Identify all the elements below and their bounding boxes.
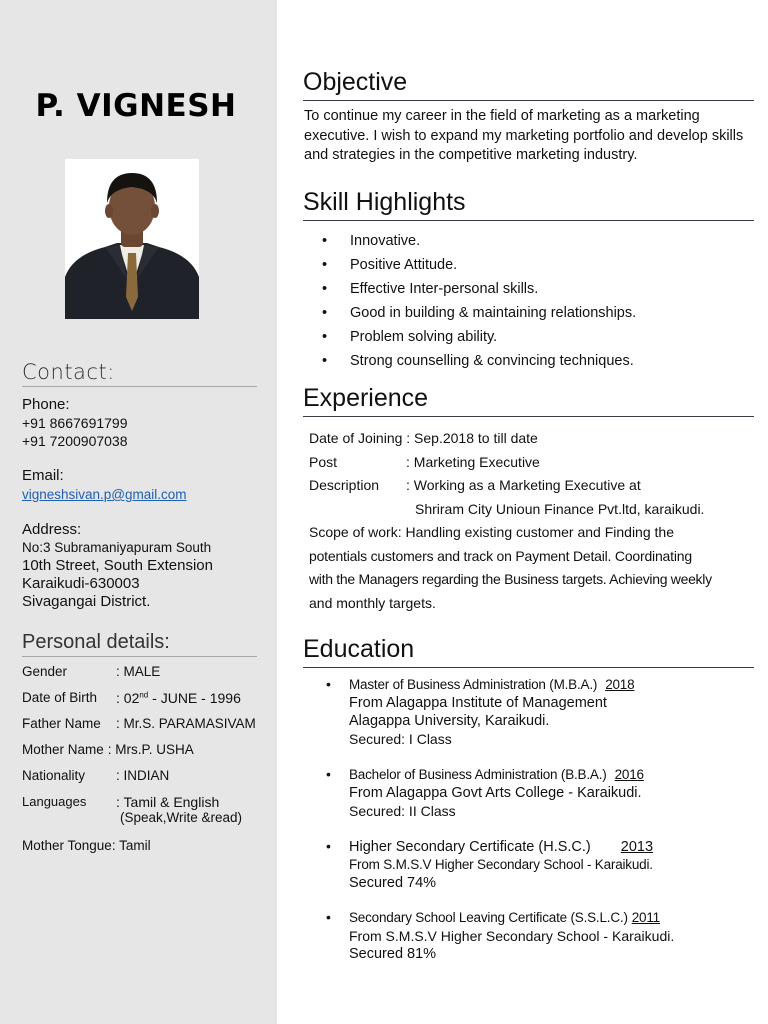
experience-details [309,430,749,618]
father-row [22,716,272,742]
post-row [309,454,749,478]
contact-heading: Contact: [22,360,257,387]
education-institute: From Alagappa Govt Arts College - Karaikudi. [349,785,642,801]
dob-suffix-ordinal: nd [139,690,149,700]
experience-heading: Experience [303,384,754,417]
mother-row [22,742,272,768]
father-label: Father Name [22,716,101,731]
objective-line-1: To continue my career in the field of marketing as a marketing [304,108,700,124]
languages-label: Languages [22,794,87,809]
objective-heading: Objective [303,68,754,101]
education-result: Secured 74% [349,875,437,891]
address-line-4: Sivagangai District. [22,593,151,610]
phone-number-1: +91 8667691799 [22,415,128,431]
email-label: Email: [22,467,64,484]
degree-year: 2013 [620,839,654,855]
education-degree [349,676,746,694]
degree-year: 2011 [631,910,660,925]
dob-value [116,690,241,706]
education-item [326,766,746,838]
education-institute: From S.M.S.V Higher Secondary School - Karaikudi. [349,928,675,944]
mother-label: Mother Name [22,742,104,757]
mother-value: : Mrs.P. USHA [107,742,194,757]
education-degree [349,909,746,927]
education-list [326,676,746,963]
scope-line-2: potentials customers and track on Payment Detail. Coordinating [309,547,692,564]
dob-label: Date of Birth [22,690,98,705]
education-institute: From S.M.S.V Higher Secondary School - Karaikudi. [349,857,653,872]
degree-name: Secondary School Leaving Certificate (S.S.L.C.) [349,910,628,925]
dob-month-year: - JUNE - 1996 [148,690,241,706]
nationality-row [22,768,272,794]
father-value: : Mr.S. PARAMASIVAM [116,716,256,731]
education-result: Secured: II Class [349,803,456,819]
email-block [22,467,187,504]
education-institute: From Alagappa Institute of Management [349,695,607,711]
phone-block [22,396,128,450]
education-item [326,909,746,963]
nationality-label: Nationality [22,768,86,783]
skill-item: • Good in building & maintaining relationships. [322,305,636,329]
nationality-value: : INDIAN [116,768,170,783]
objective-line-2: executive. I wish to expand my marketing portfolio and develop skills [304,127,744,144]
languages-row [22,794,272,838]
skill-item: • Effective Inter-personal skills. [322,281,636,305]
address-line-1: No:3 Subramaniyapuram South [22,540,212,555]
description-value-2: Shriram City Unioun Finance Pvt.ltd, karaikudi. [415,500,705,517]
email-link[interactable]: vigneshsivan.p@gmail.com [22,487,187,502]
gender-label: Gender [22,664,68,679]
description-value: : Working as a Marketing Executive at [406,477,641,493]
education-degree [349,838,746,856]
skill-item: • Positive Attitude. [322,257,636,281]
languages-value: : Tamil & English [116,794,220,810]
description-label: Description [309,477,380,493]
address-block [22,521,213,611]
degree-name: Higher Secondary Certificate (H.S.C.) [349,839,591,855]
dob-day: : 02 [116,690,140,706]
skills-list [322,233,636,377]
mother-tongue-row [22,838,272,864]
scope-line-3: with the Managers regarding the Business targets. Achieving weekly [309,571,712,587]
sidebar [0,0,277,1024]
mother-tongue-value: : Tamil [111,838,151,853]
education-result: Secured 81% [349,946,437,962]
skill-highlights-heading: Skill Highlights [303,188,754,221]
gender-row [22,664,272,690]
objective-line-3: and strategies in the competitive marketing industry. [304,147,638,163]
degree-year: 2018 [605,677,635,692]
date-of-joining: Date of Joining : Sep.2018 to till date [309,430,538,446]
languages-note: (Speak,Write &read) [120,810,243,825]
address-line-3: Karaikudi-630003 [22,575,140,592]
description-row [309,477,749,501]
personal-details [22,664,272,864]
phone-number-2: +91 7200907038 [22,433,128,449]
post-label: Post [309,453,338,470]
post-value: : Marketing Executive [406,453,540,470]
education-result: Secured: I Class [349,731,452,747]
education-degree [349,766,746,784]
dob-row [22,690,272,716]
degree-year: 2016 [614,767,644,782]
phone-label: Phone: [22,396,70,413]
skill-item: • Innovative. [322,233,636,257]
candidate-name: P. VIGNESH [35,88,237,124]
skill-item: • Problem solving ability. [322,329,636,353]
education-university: Alagappa University, Karaikudi. [349,713,550,729]
personal-details-heading: Personal details: [22,631,257,657]
education-item [326,838,746,909]
degree-name: Master of Business Administration (M.B.A.) [349,677,598,692]
scope-line-4: and monthly targets. [309,594,436,611]
objective-text [304,107,754,166]
skill-item: • Strong counselling & convincing techniques. [322,353,636,377]
education-item [326,676,746,766]
gender-value: : MALE [116,664,161,679]
mother-tongue-label: Mother Tongue [22,838,112,853]
scope-line-1: Scope of work: Handling existing customer and Finding the [309,524,674,540]
profile-photo [65,159,199,319]
address-label: Address: [22,521,82,538]
languages-value-block [116,794,242,825]
address-line-2: 10th Street, South Extension [22,557,213,574]
education-heading: Education [303,635,754,668]
degree-name: Bachelor of Business Administration (B.B.A.) [349,767,607,782]
